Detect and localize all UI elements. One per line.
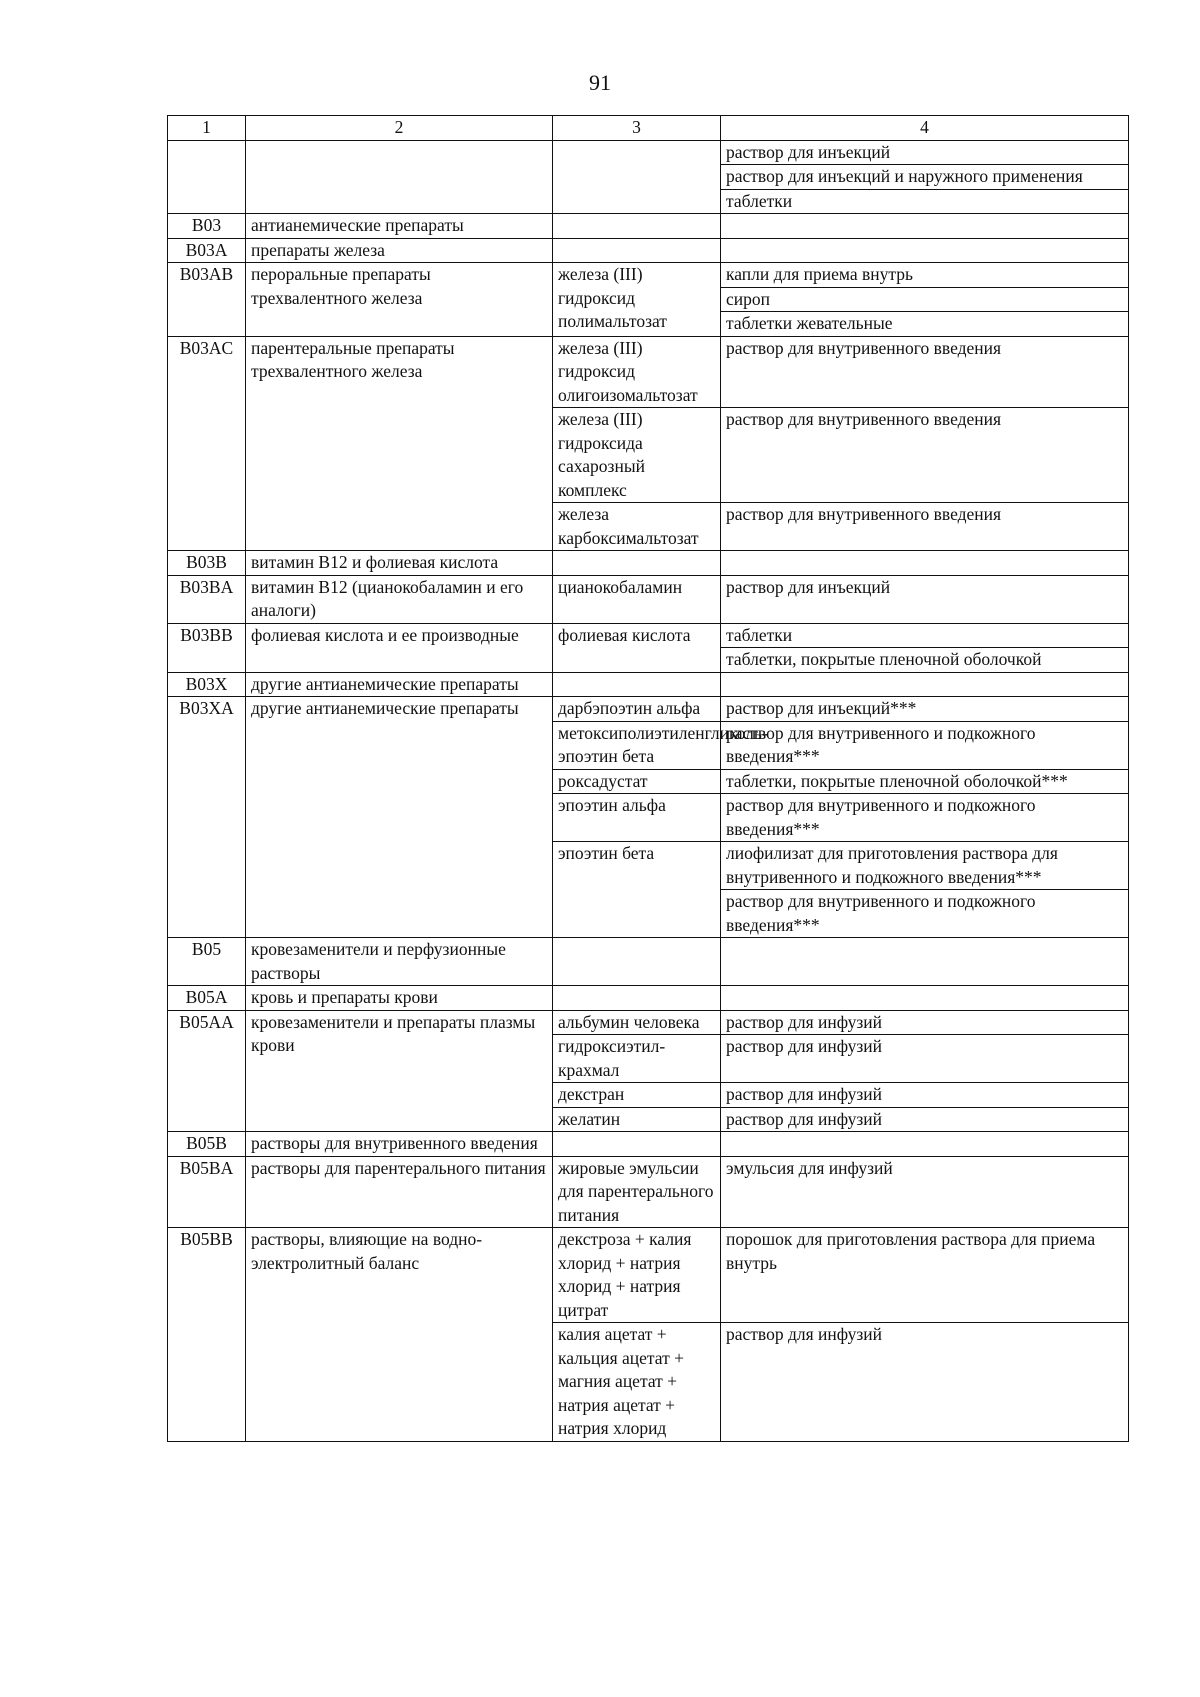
atc-code-cell bbox=[168, 140, 246, 214]
group-name-cell: антианемические препараты bbox=[246, 214, 553, 239]
table-row bbox=[168, 1228, 1129, 1323]
table-row bbox=[168, 551, 1129, 576]
group-name-cell: парентеральные препараты трехвалентного железа bbox=[246, 336, 553, 551]
dosage-form-cell: таблетки bbox=[721, 623, 1129, 648]
dosage-form-cell: раствор для внутривенного и подкожного введения*** bbox=[721, 890, 1129, 938]
dosage-form-cell bbox=[721, 238, 1129, 263]
drug-name-cell bbox=[553, 140, 721, 214]
drug-name-cell bbox=[553, 214, 721, 239]
table-row bbox=[168, 238, 1129, 263]
drug-name-cell bbox=[553, 1132, 721, 1157]
table-row bbox=[168, 214, 1129, 239]
drug-name-cell: железа (III) гидроксид полимальтозат bbox=[553, 263, 721, 337]
group-name-cell: витамин В12 (цианокобаламин и его аналоги) bbox=[246, 575, 553, 623]
table-row bbox=[168, 263, 1129, 288]
group-name-cell: кровезаменители и перфузионные растворы bbox=[246, 938, 553, 986]
table-row bbox=[168, 1132, 1129, 1157]
drug-name-cell: железа (III) гидроксид олигоизомальтозат bbox=[553, 336, 721, 408]
atc-code-cell: B05AA bbox=[168, 1010, 246, 1132]
drug-name-cell: железа карбоксимальтозат bbox=[553, 503, 721, 551]
medicines-table bbox=[167, 115, 1129, 1442]
atc-code-cell: B05 bbox=[168, 938, 246, 986]
table-row bbox=[168, 1156, 1129, 1228]
dosage-form-cell: порошок для приготовления раствора для приема внутрь bbox=[721, 1228, 1129, 1323]
group-name-cell: другие антианемические препараты bbox=[246, 672, 553, 697]
dosage-form-cell bbox=[721, 1132, 1129, 1157]
table-row bbox=[168, 697, 1129, 722]
dosage-form-cell: раствор для инъекций и наружного применения bbox=[721, 165, 1129, 190]
group-name-cell: пероральные препараты трехвалентного железа bbox=[246, 263, 553, 337]
header-col-1: 1 bbox=[168, 116, 246, 141]
table-row bbox=[168, 986, 1129, 1011]
dosage-form-cell: раствор для внутривенного введения bbox=[721, 336, 1129, 408]
drug-name-cell: фолиевая кислота bbox=[553, 623, 721, 672]
atc-code-cell: B05BA bbox=[168, 1156, 246, 1228]
header-col-3: 3 bbox=[553, 116, 721, 141]
dosage-form-cell: раствор для инфузий bbox=[721, 1010, 1129, 1035]
table-row bbox=[168, 938, 1129, 986]
dosage-form-cell: раствор для инфузий bbox=[721, 1035, 1129, 1083]
table-row bbox=[168, 623, 1129, 648]
page-number: 91 bbox=[589, 70, 611, 95]
drug-name-cell: альбумин человека bbox=[553, 1010, 721, 1035]
dosage-form-cell: эмульсия для инфузий bbox=[721, 1156, 1129, 1228]
drug-name-cell bbox=[553, 551, 721, 576]
drug-name-cell: гидроксиэтил-крахмал bbox=[553, 1035, 721, 1083]
dosage-form-cell: раствор для инъекций bbox=[721, 575, 1129, 623]
atc-code-cell: B03X bbox=[168, 672, 246, 697]
atc-code-cell: B05B bbox=[168, 1132, 246, 1157]
drug-name-cell bbox=[553, 938, 721, 986]
atc-code-cell: B03B bbox=[168, 551, 246, 576]
dosage-form-cell: раствор для внутривенного введения bbox=[721, 408, 1129, 503]
atc-code-cell: B05BB bbox=[168, 1228, 246, 1442]
dosage-form-cell: раствор для инфузий bbox=[721, 1083, 1129, 1108]
dosage-form-cell: лиофилизат для приготовления раствора для внутривенного и подкожного введения*** bbox=[721, 842, 1129, 890]
drug-name-cell bbox=[553, 672, 721, 697]
dosage-form-cell: раствор для инфузий bbox=[721, 1323, 1129, 1442]
dosage-form-cell: раствор для инфузий bbox=[721, 1107, 1129, 1132]
dosage-form-cell: таблетки, покрытые пленочной оболочкой*** bbox=[721, 769, 1129, 794]
drug-name-cell: метоксиполиэтиленгликоль-эпоэтин бета bbox=[553, 721, 721, 769]
table-body bbox=[168, 140, 1129, 1441]
group-name-cell: витамин В12 и фолиевая кислота bbox=[246, 551, 553, 576]
group-name-cell: другие антианемические препараты bbox=[246, 697, 553, 938]
dosage-form-cell bbox=[721, 672, 1129, 697]
dosage-form-cell bbox=[721, 551, 1129, 576]
dosage-form-cell: таблетки bbox=[721, 189, 1129, 214]
atc-code-cell: B03 bbox=[168, 214, 246, 239]
drug-name-cell: жировые эмульсии для парентерального питания bbox=[553, 1156, 721, 1228]
table-header bbox=[168, 116, 1129, 141]
group-name-cell: кровезаменители и препараты плазмы крови bbox=[246, 1010, 553, 1132]
header-row bbox=[168, 116, 1129, 141]
group-name-cell: препараты железа bbox=[246, 238, 553, 263]
group-name-cell: растворы для парентерального питания bbox=[246, 1156, 553, 1228]
group-name-cell: кровь и препараты крови bbox=[246, 986, 553, 1011]
drug-name-cell: декстроза + калия хлорид + натрия хлорид + натрия цитрат bbox=[553, 1228, 721, 1323]
dosage-form-cell: раствор для внутривенного и подкожного введения*** bbox=[721, 721, 1129, 769]
atc-code-cell: B03AC bbox=[168, 336, 246, 551]
dosage-form-cell: таблетки, покрытые пленочной оболочкой bbox=[721, 648, 1129, 673]
dosage-form-cell bbox=[721, 986, 1129, 1011]
group-name-cell: растворы, влияющие на водно-электролитный баланс bbox=[246, 1228, 553, 1442]
dosage-form-cell: раствор для инъекций*** bbox=[721, 697, 1129, 722]
group-name-cell: фолиевая кислота и ее производные bbox=[246, 623, 553, 672]
drug-name-cell: железа (III) гидроксида сахарозный комплекс bbox=[553, 408, 721, 503]
dosage-form-cell: раствор для внутривенного и подкожного введения*** bbox=[721, 794, 1129, 842]
drug-name-cell bbox=[553, 986, 721, 1011]
table-row bbox=[168, 140, 1129, 165]
drug-name-cell: роксадустат bbox=[553, 769, 721, 794]
table-row bbox=[168, 1010, 1129, 1035]
atc-code-cell: B03XA bbox=[168, 697, 246, 938]
drug-name-cell: эпоэтин альфа bbox=[553, 794, 721, 842]
table-row bbox=[168, 672, 1129, 697]
dosage-form-cell: сироп bbox=[721, 287, 1129, 312]
drug-name-cell: эпоэтин бета bbox=[553, 842, 721, 938]
dosage-form-cell bbox=[721, 938, 1129, 986]
dosage-form-cell: таблетки жевательные bbox=[721, 312, 1129, 337]
dosage-form-cell: раствор для внутривенного введения bbox=[721, 503, 1129, 551]
dosage-form-cell bbox=[721, 214, 1129, 239]
atc-code-cell: B03A bbox=[168, 238, 246, 263]
header-col-2: 2 bbox=[246, 116, 553, 141]
group-name-cell bbox=[246, 140, 553, 214]
table-row bbox=[168, 575, 1129, 623]
header-col-4: 4 bbox=[721, 116, 1129, 141]
drug-name-cell bbox=[553, 238, 721, 263]
group-name-cell: растворы для внутривенного введения bbox=[246, 1132, 553, 1157]
drug-name-cell: калия ацетат + кальция ацетат + магния ацетат + натрия ацетат + натрия хлорид bbox=[553, 1323, 721, 1442]
dosage-form-cell: капли для приема внутрь bbox=[721, 263, 1129, 288]
drug-name-cell: дарбэпоэтин альфа bbox=[553, 697, 721, 722]
atc-code-cell: B05A bbox=[168, 986, 246, 1011]
drug-name-cell: цианокобаламин bbox=[553, 575, 721, 623]
atc-code-cell: B03AB bbox=[168, 263, 246, 337]
dosage-form-cell: раствор для инъекций bbox=[721, 140, 1129, 165]
atc-code-cell: B03BA bbox=[168, 575, 246, 623]
drug-name-cell: декстран bbox=[553, 1083, 721, 1108]
drug-name-cell: желатин bbox=[553, 1107, 721, 1132]
atc-code-cell: B03BB bbox=[168, 623, 246, 672]
table-row bbox=[168, 336, 1129, 408]
